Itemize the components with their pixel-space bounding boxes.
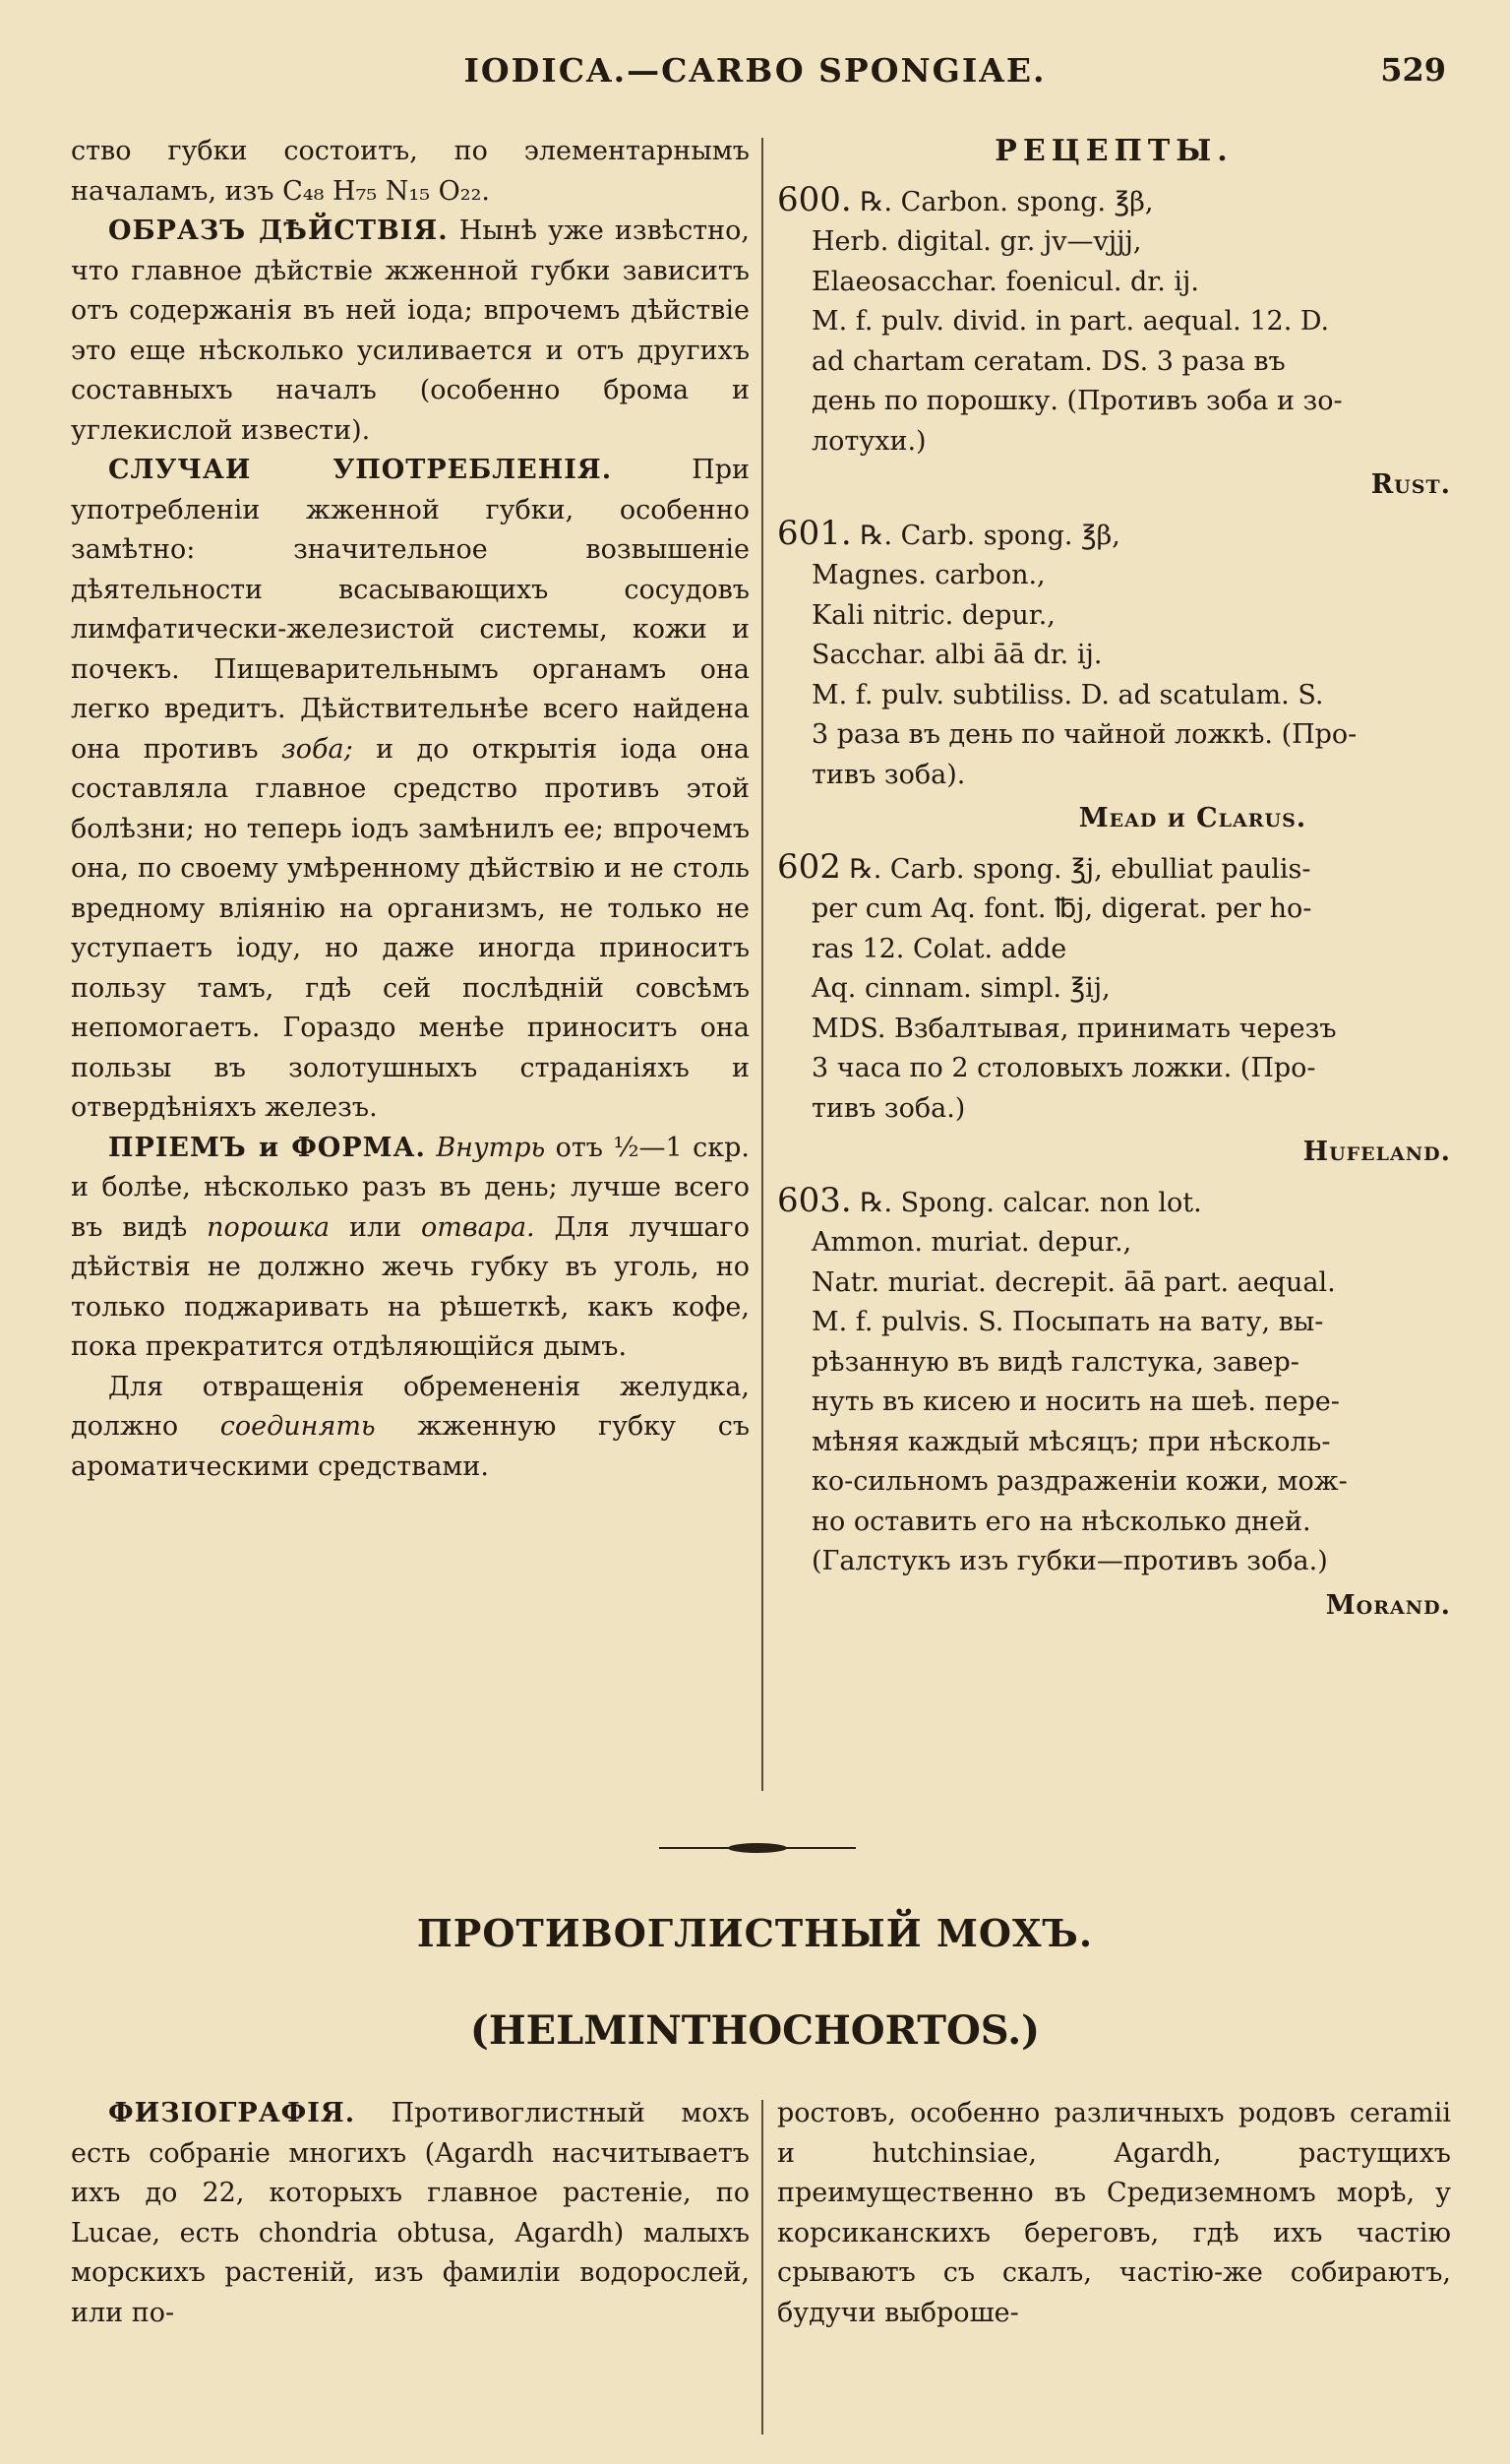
recipes-title: РЕЦЕПТЫ. [995, 134, 1234, 168]
paragraph-dose [71, 1129, 750, 1368]
recipe-number: 600. [777, 179, 852, 219]
recipe-line: рѣзанную въ видѣ галстука, завер- [812, 1346, 1299, 1378]
recipe-line: ℞. Carb. spong. ℥β, [860, 520, 1120, 551]
recipe-line: ℞. Spong. calcar. non lot. [860, 1187, 1202, 1218]
left-column [71, 132, 750, 1487]
recipe-line: ras 12. Colat. adde [812, 933, 1067, 964]
recipe-line: ко-сильномъ раздраженіи кожи, мож- [812, 1466, 1348, 1497]
use-italic-1: зоба; [281, 733, 353, 765]
heading-physiography: ФИЗІОГРАФІЯ. [108, 2098, 356, 2128]
paragraph-use [71, 451, 750, 1129]
dose-text-3: Для лучшаго дѣйствія не должно жечь губку въ уголь, но только поджаривать на рѣшеткѣ, какъ кофе, пока прекратится отдѣляющійся дымъ. [71, 1211, 750, 1362]
section-latin-title: (HELMINTHOCHORTOS.) [469, 2007, 1041, 2054]
heading-action: ОБРАЗЪ ДѢЙСТВІЯ. [108, 216, 449, 246]
recipe-line: тивъ зоба.) [812, 1092, 966, 1124]
recipe-line: Natr. muriat. decrepit. āā part. aequal. [812, 1266, 1336, 1298]
section-divider-ornament [659, 1843, 856, 1853]
paragraph-action [71, 212, 750, 451]
recipe-line: но оставить его на нѣсколько дней. [812, 1506, 1311, 1537]
paragraph-composition: ство губки состоитъ, по элементарнымъ началамъ, изъ C₄₈ H₇₅ N₁₅ O₂₂. [71, 136, 750, 207]
section-title: ПРОТИВОГЛИСТНЫЙ МОХЪ. [416, 1911, 1094, 1955]
physiography-text-right: ростовъ, особенно различныхъ родовъ ceramii и hutchinsiae, Agardh, растущихъ преимущественно въ Средиземномъ морѣ, у корсиканскихъ береговъ, гдѣ ихъ частію срываютъ съ скалъ, частію-же собираютъ, будучи выброше- [777, 2098, 1451, 2328]
dose-italic-1: Внутрь [436, 1132, 546, 1163]
running-title: IODICA.—CARBO SPONGIAE. [463, 51, 1047, 90]
recipe-line: M. f. pulvis. S. Посыпать на вату, вы- [812, 1307, 1324, 1337]
last-italic: соединять [219, 1411, 376, 1442]
dose-italic-2: порошка [207, 1211, 331, 1243]
heading-dose: ПРІЕМЪ и ФОРМА. [108, 1132, 426, 1163]
recipe-line: 3 раза въ день по чайной ложкѣ. (Про- [812, 719, 1358, 750]
bottom-right-column [777, 2094, 1451, 2333]
recipe-line: лотухи.) [812, 425, 927, 457]
recipe-line: per cum Aq. font. ℔j, digerat. per ho- [812, 893, 1312, 924]
recipe-603 [777, 1181, 1451, 1627]
recipe-line: ℞. Carbon. spong. ℥β, [860, 186, 1154, 217]
action-text: Нынѣ уже извѣстно, что главное дѣйствіе жженной губки зависитъ отъ содержанія въ ней іода; впрочемъ дѣйствіе это еще нѣсколько усиливается и отъ другихъ составныхъ началъ (особенно брома и углекислой извести). [71, 216, 750, 446]
running-header [0, 51, 1510, 100]
recipe-line: день по порошку. (Противъ зоба и зо- [812, 386, 1343, 416]
recipe-line: Aq. cinnam. simpl. ℥ij, [812, 973, 1111, 1004]
paragraph-last [71, 1368, 750, 1488]
column-rule-bottom [761, 2100, 763, 2434]
recipe-line: мѣняя каждый мѣсяцъ; при нѣсколь- [812, 1426, 1331, 1457]
dose-text-2: или [349, 1211, 402, 1243]
last-text-2: жженную губку съ ароматическими средствами. [71, 1411, 750, 1482]
recipe-602 [777, 847, 1451, 1173]
dose-italic-3: отвара. [421, 1211, 535, 1243]
recipe-line: Kali nitric. depur., [812, 599, 1056, 631]
recipe-author: Morand. [1325, 1589, 1451, 1621]
bottom-left-column [71, 2094, 750, 2333]
recipe-line: Ammon. muriat. depur., [812, 1227, 1132, 1258]
recipe-line: Magnes. carbon., [812, 560, 1046, 590]
recipe-line: Sacchar. albi āā dr. ij. [812, 640, 1103, 670]
recipe-600 [777, 180, 1451, 506]
recipe-line: MDS. Взбалтывая, принимать черезъ [812, 1013, 1337, 1044]
recipe-line: Elaeosacchar. foenicul. dr. ij. [812, 266, 1200, 297]
recipe-line: (Галстукъ изъ губки—противъ зоба.) [812, 1546, 1328, 1576]
recipe-601 [777, 514, 1451, 839]
physiography-text-left: Противоглистный мохъ есть собраніе многихъ (Agardh насчитываетъ ихъ до 22, которыхъ главное растеніе, по Lucae, есть chondria obtusa, Agardh) малыхъ морскихъ растеній, изъ фамиліи водорослей, или по- [71, 2098, 750, 2328]
recipe-line: тивъ зоба). [812, 759, 966, 790]
recipe-line: ad chartam ceratam. DS. 3 раза въ [812, 345, 1286, 377]
use-text-2: и до открытія іода она составляла главное средство противъ этой болѣзни; но теперь іодъ замѣнилъ ее; впрочемъ она, по своему умѣренному дѣйствію и не столь вредному вліянію на организмъ, не только не уступаетъ іоду, но даже иногда приноситъ пользу тамъ, гдѣ сей послѣдній совсѣмъ непомогаетъ. Гораздо менѣе приноситъ она пользы въ золотушныхъ страданіяхъ и отвердѣніяхъ железъ. [71, 733, 750, 1123]
recipe-author: Hufeland. [1302, 1137, 1451, 1167]
paragraph-physiography [71, 2094, 750, 2333]
recipe-line: M. f. pulv. subtiliss. D. ad scatulam. S. [812, 679, 1324, 710]
recipe-number: 601. [777, 513, 852, 553]
recipe-line: Herb. digital. gr. jv—vjjj, [812, 226, 1142, 257]
page-number: 529 [1380, 51, 1446, 89]
recipe-line: 3 часа по 2 столовыхъ ложки. (Про- [812, 1053, 1316, 1083]
right-column [777, 132, 1451, 1626]
use-text-1: При употребленіи жженной губки, особенно замѣтно: значительное возвышеніе дѣятельности всасывающихъ сосудовъ лимфатически-железистой системы, кожи и почекъ. Пищеварительнымъ органамъ она легко вредитъ. Дѣйствительнѣе всего найдена она противъ [71, 455, 750, 765]
recipe-line: ℞. Carb. spong. ℥j, ebulliat paulis- [849, 853, 1311, 885]
last-text-1: Для отвращенія обремененія желудка, должно [71, 1371, 750, 1442]
recipe-number: 602 [777, 846, 841, 887]
recipe-author: Rust. [1370, 469, 1451, 500]
heading-use: СЛУЧАИ УПОТРЕБЛЕНІЯ. [108, 455, 613, 485]
dose-text-1: отъ ½—1 скр. и болѣе, нѣсколько разъ въ день; лучше всего въ видѣ [71, 1132, 750, 1243]
recipe-author: Mead и Clarus. [1078, 803, 1307, 833]
recipe-number: 603. [777, 1180, 852, 1220]
recipe-line: нуть въ кисею и носить на шеѣ. пере- [812, 1386, 1340, 1417]
column-rule [761, 138, 763, 1791]
recipe-line: M. f. pulv. divid. in part. aequal. 12. D. [812, 306, 1330, 337]
